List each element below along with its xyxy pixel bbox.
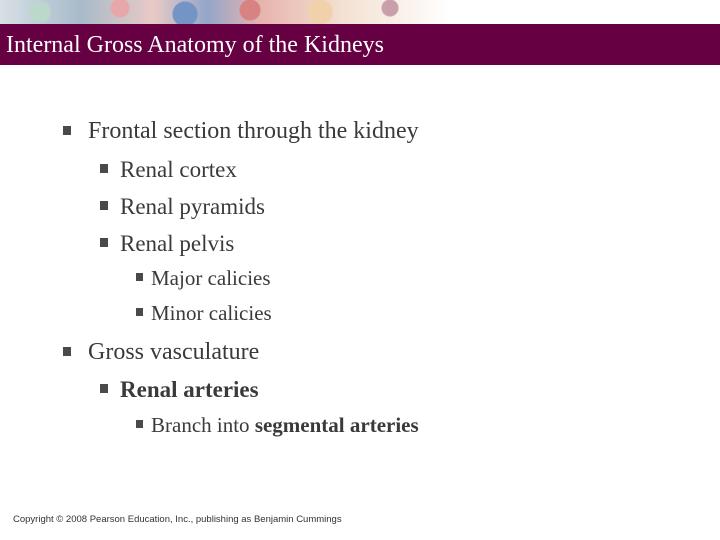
header-decorative-image: [0, 0, 450, 24]
square-bullet-icon: [63, 347, 71, 356]
title-bar: [0, 24, 720, 65]
bullet-text: Minor calicies: [151, 301, 272, 325]
square-bullet-icon: [100, 201, 108, 210]
square-bullet-icon: [100, 384, 108, 393]
bullet-text: Frontal section through the kidney: [88, 118, 419, 144]
square-bullet-icon: [100, 238, 108, 247]
bullet-text: [151, 413, 419, 438]
bullet-text: Renal arteries: [120, 377, 259, 402]
square-bullet-icon: [100, 164, 108, 173]
square-bullet-icon: [136, 273, 143, 281]
slide-title: Internal Gross Anatomy of the Kidneys: [6, 32, 384, 58]
copyright-footer: Copyright © 2008 Pearson Education, Inc., publishing as Benjamin Cummings: [13, 514, 342, 525]
bullet-text-prefix: Branch into: [151, 413, 255, 437]
bullet-text: Major calicies: [151, 266, 271, 290]
bullet-text: Gross vasculature: [88, 339, 260, 365]
bullet-text-emphasis: segmental arteries: [254, 413, 419, 437]
bullet-text: Renal pelvis: [120, 231, 235, 256]
square-bullet-icon: [63, 126, 71, 135]
square-bullet-icon: [136, 308, 143, 316]
bullet-text: Renal pyramids: [120, 194, 265, 219]
bullet-text: Renal cortex: [120, 157, 237, 182]
square-bullet-icon: [136, 420, 143, 428]
